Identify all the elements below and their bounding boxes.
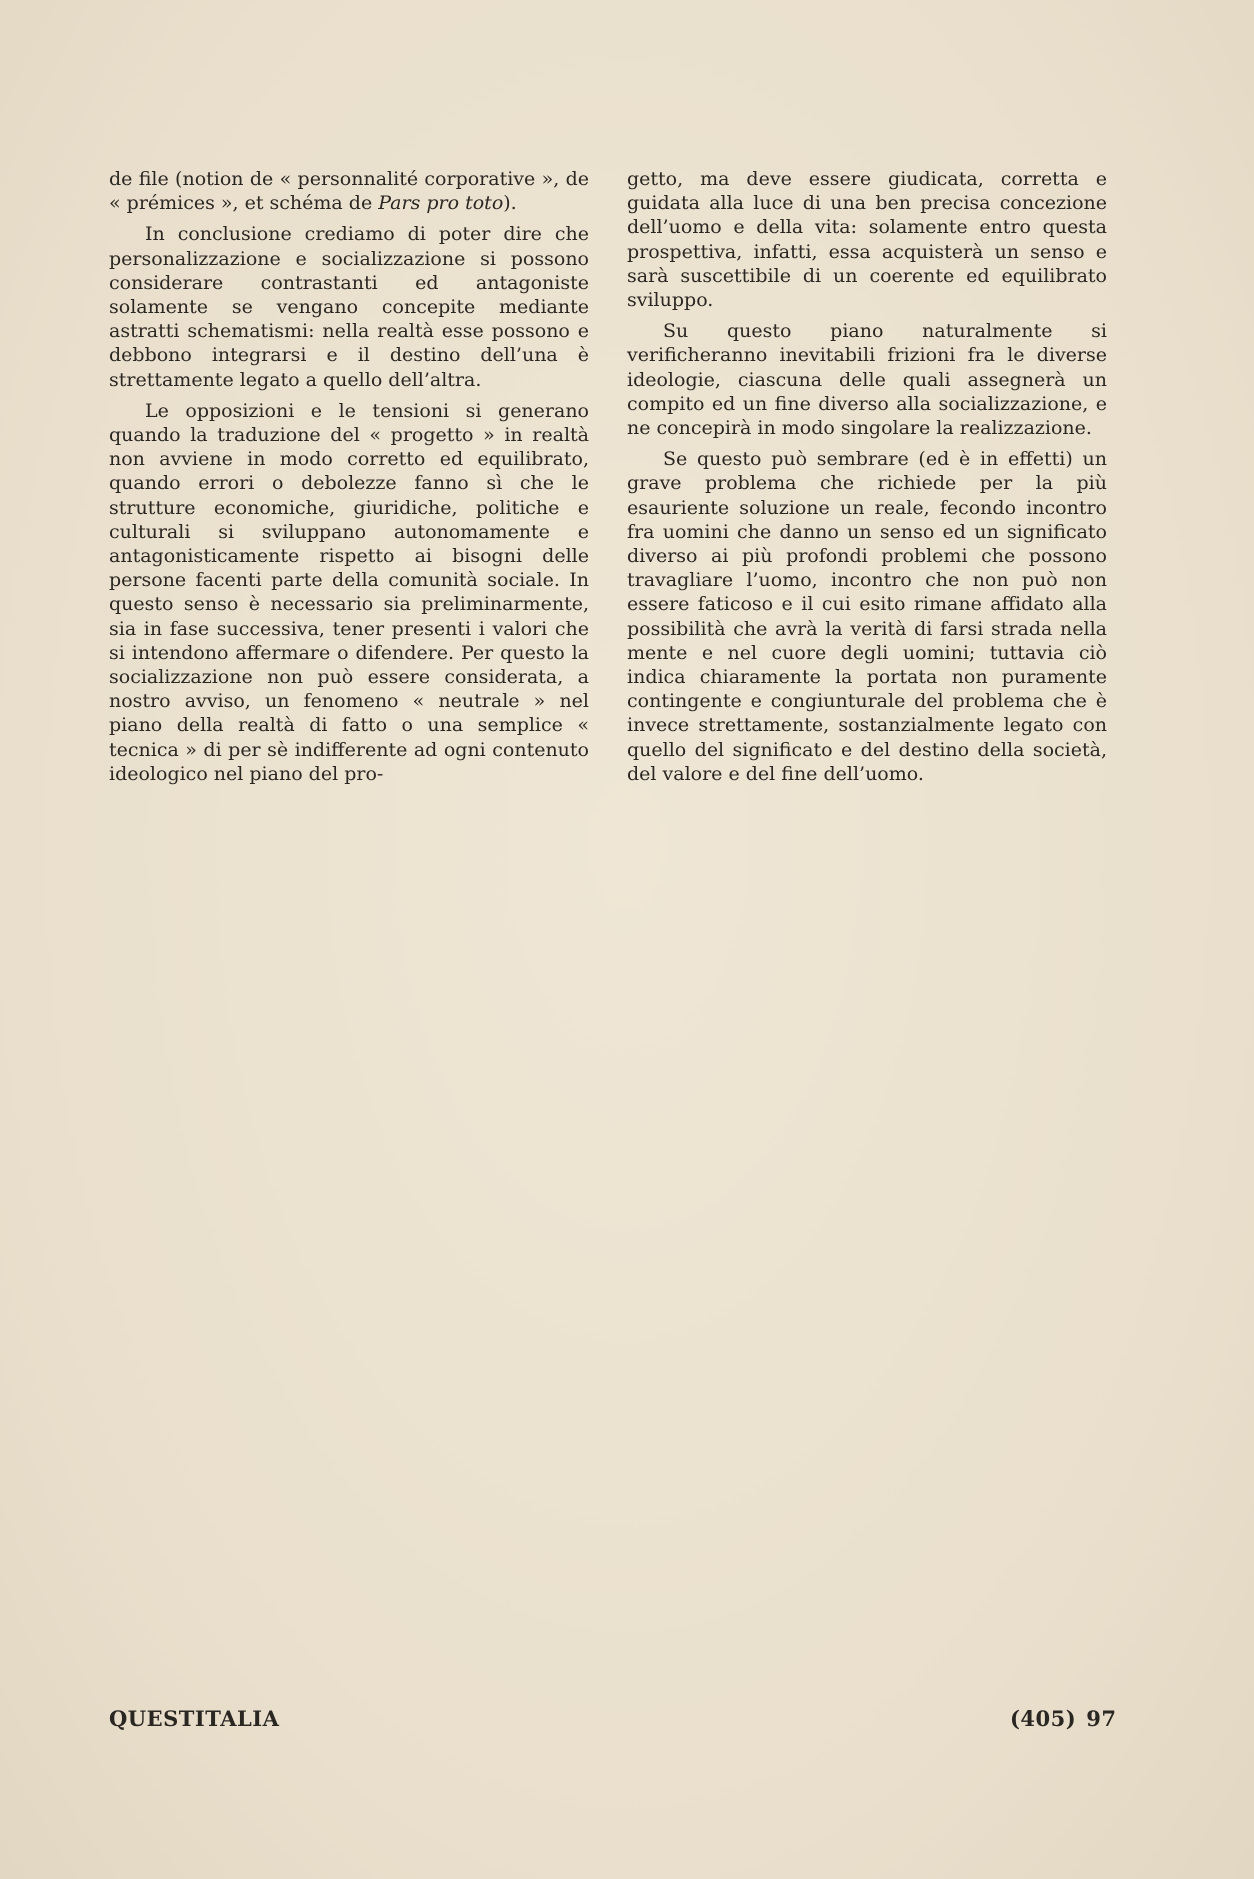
page-number	[1010, 1706, 1116, 1731]
paragraph: getto, ma deve essere giudicata, corretta e guidata alla luce di una ben precisa concezione dell’uomo e della vita: solamente entro questa prospettiva, infatti, essa acquisterà un senso e sarà suscettibile di un coerente ed equilibrato sviluppo.	[627, 168, 1107, 312]
paragraph: Le opposizioni e le tensioni si generano quando la traduzione del « progetto » in realtà non avviene in modo corretto ed equilibrato, quando errori o debolezze fanno sì che le strutture economiche, giuridiche, politiche e culturali si sviluppano autonomamente e antagonisticamente rispetto ai bisogni delle persone facenti parte della comunità sociale. In questo senso è necessario sia preliminarmente, sia in fase successiva, tener presenti i valori che si intendono affermare o difendere. Per questo la socializzazione non può essere considerata, a nostro avviso, un fenomeno « neutrale » nel piano della realtà di fatto o una semplice « tecnica » di per sè indifferente ad ogni contenuto ideologico nel piano del pro-	[109, 399, 589, 785]
folio-number: 97	[1086, 1706, 1117, 1731]
paragraph-text: ).	[503, 192, 517, 215]
left-column	[109, 167, 589, 793]
right-column	[627, 167, 1107, 793]
paragraph	[109, 167, 589, 215]
journal-title: QUESTITALIA	[109, 1706, 280, 1731]
paragraph: Su questo piano naturalmente si verificheranno inevitabili frizioni fra le diverse ideologie, ciascuna delle quali assegnerà un compito ed un fine diverso alla socializzazione, e ne concepirà in modo singolare la realizzazione.	[627, 320, 1107, 440]
paragraph: In conclusione crediamo di poter dire che personalizzazione e socializzazione si possono considerare contrastanti ed antagoniste solamente se vengano concepite mediante astratti schematismi: nella realtà esse possono e debbono integrarsi e il destino dell’una è strettamente legato a quello dell’altra.	[109, 223, 589, 391]
paragraph-text: de file (notion de « personnalité corporative », de « prémices », et schéma de	[109, 168, 589, 215]
issue-page-number: (405)	[1010, 1706, 1077, 1731]
paragraph: Se questo può sembrare (ed è in effetti) un grave problema che richiede per la più esauriente soluzione un reale, fecondo incontro fra uomini che danno un senso ed un significato diverso ai più profondi problemi che possono travagliare l’uomo, incontro che non può non essere faticoso e il cui esito rimane affidato alla possibilità che avrà la verità di farsi strada nella mente e nel cuore degli uomini; tuttavia ciò indica chiaramente la portata non puramente contingente e congiunturale del problema che è invece strettamente, sostanzialmente legato con quello del significato e del destino della società, del valore e del fine dell’uomo.	[627, 448, 1107, 785]
italic-phrase: Pars pro toto	[378, 192, 504, 215]
